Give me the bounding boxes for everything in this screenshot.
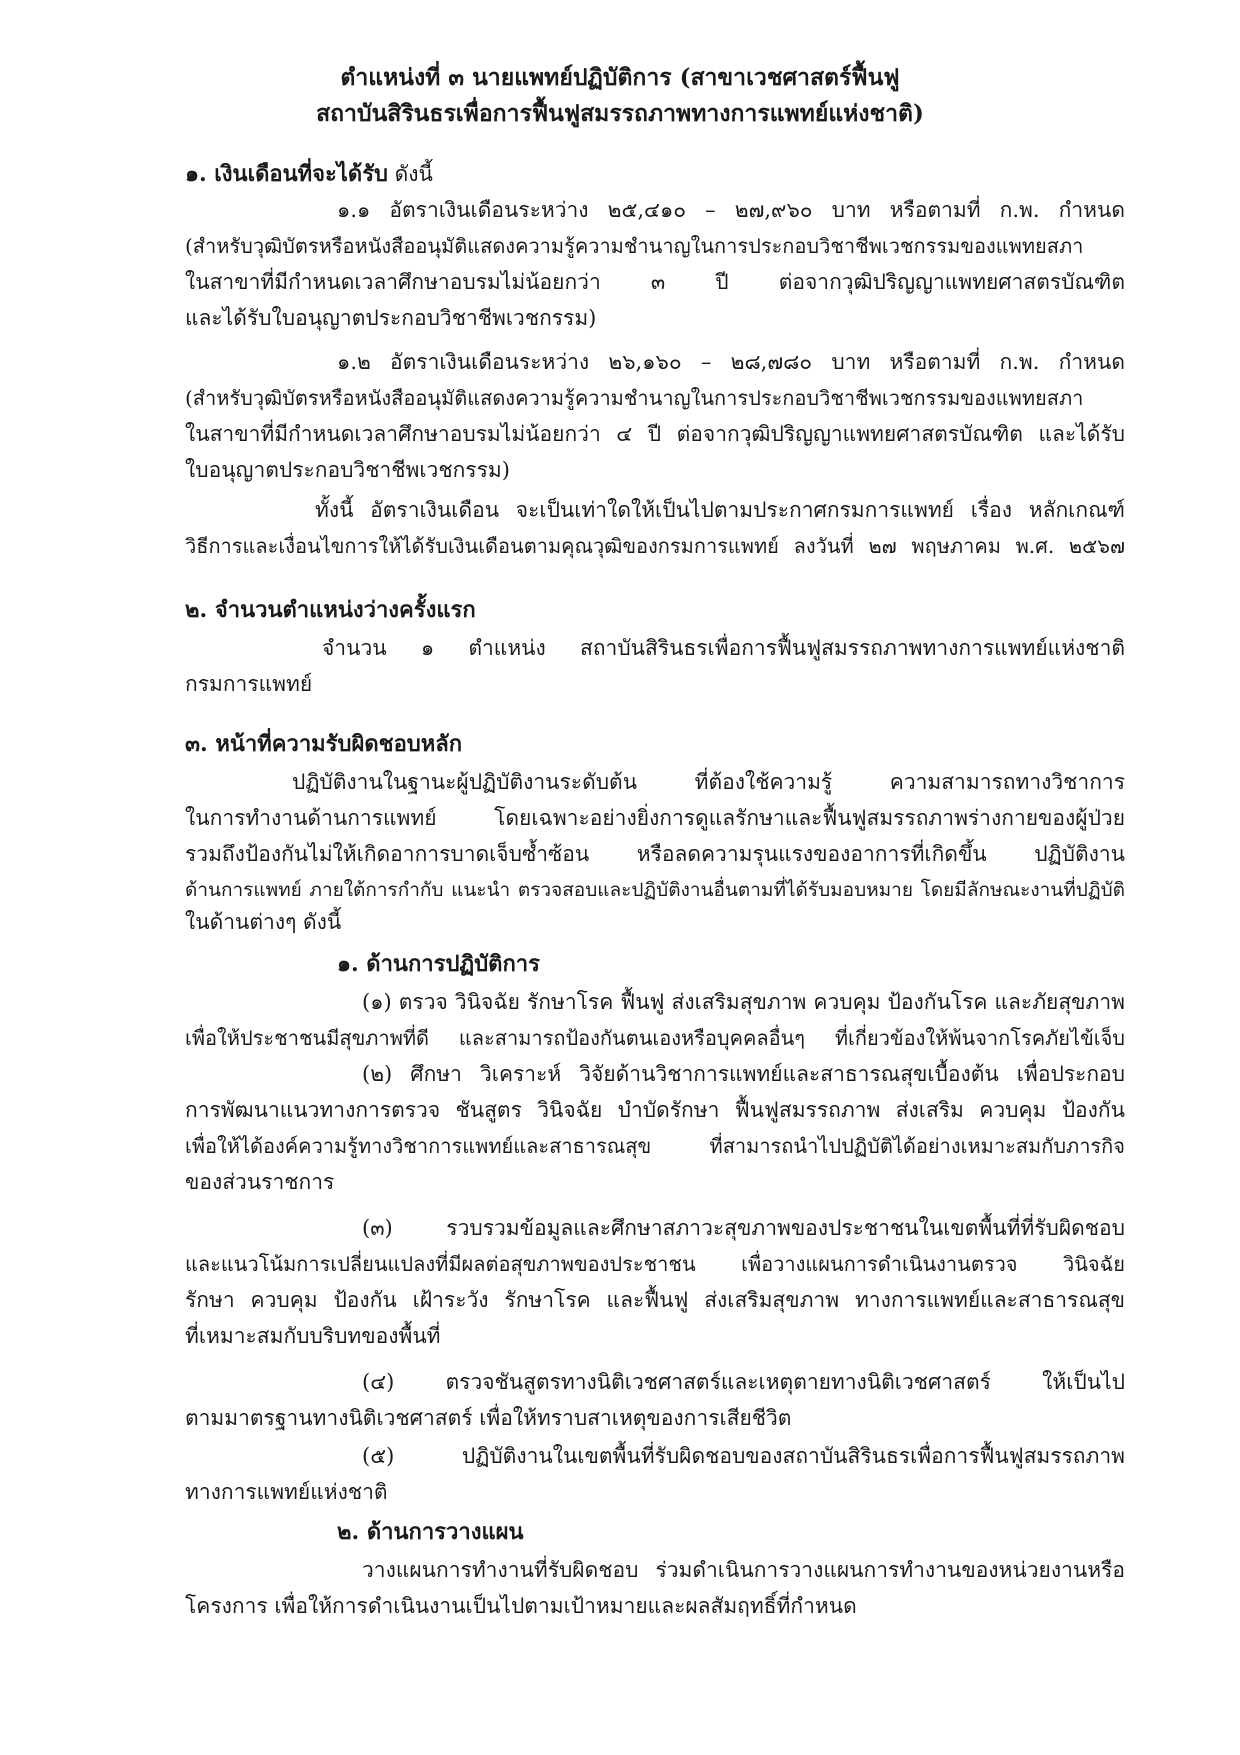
operations-item-2-line-4: ของส่วนราชการ: [185, 1170, 335, 1194]
salary-rate-1-2: ๑.๒ อัตราเงินเดือนระหว่าง ๒๖,๑๖๐ – ๒๘,๗๘๐ บาท หรือตามที่ ก.พ. กำหนด: [337, 350, 1125, 374]
duties-intro-line-2: ในการทำงานด้านการแพทย์ โดยเฉพาะอย่างยิ่งการดูแลรักษาและฟื้นฟูสมรรถภาพร่างกายของผู้ป่วย: [185, 806, 1125, 830]
vacancy-count-line-2: กรมการแพทย์: [185, 672, 313, 696]
operations-item-3-line-1: (๓) รวบรวมข้อมูลและศึกษาสภาวะสุขภาพของประชาชนในเขตพื้นที่ที่รับผิดชอบ: [362, 1216, 1125, 1240]
subsection-operations-heading: ๑. ด้านการปฏิบัติการ: [337, 951, 540, 977]
salary-rate-1-1: ๑.๑ อัตราเงินเดือนระหว่าง ๒๕,๔๑๐ – ๒๗,๙๖๐ บาท หรือตามที่ ก.พ. กำหนด: [337, 198, 1125, 222]
operations-item-4-line-1: (๔) ตรวจชันสูตรทางนิติเวชศาสตร์และเหตุตายทางนิติเวชศาสตร์ ให้เป็นไป: [362, 1370, 1125, 1394]
operations-item-3-line-3: รักษา ควบคุม ป้องกัน เฝ้าระวัง รักษาโรค และฟื้นฟู ส่งเสริมสุขภาพ ทางการแพทย์และสาธารณสุข: [185, 1288, 1125, 1312]
salary-rate-1-1-line-4: และได้รับใบอนุญาตประกอบวิชาชีพเวชกรรม): [185, 306, 597, 330]
salary-note-line-2: วิธีการและเงื่อนไขการให้ได้รับเงินเดือนตามคุณวุฒิของกรมการแพทย์ ลงวันที่ ๒๗ พฤษภาคม พ.ศ. ๒๕๖๗: [185, 534, 1125, 558]
salary-note-line-1: ทั้งนี้ อัตราเงินเดือน จะเป็นเท่าใดให้เป็นไปตามประกาศกรมการแพทย์ เรื่อง หลักเกณฑ์: [315, 498, 1125, 522]
operations-item-3-line-2: และแนวโน้มการเปลี่ยนแปลงที่มีผลต่อสุขภาพของประชาชน เพื่อวางแผนการดำเนินงานตรวจ วินิจฉัย: [185, 1252, 1125, 1276]
operations-item-5-line-1: (๕) ปฏิบัติงานในเขตพื้นที่รับผิดชอบของสถาบันสิรินธรเพื่อการฟื้นฟูสมรรถภาพ: [362, 1444, 1125, 1468]
duties-intro-line-5: ในด้านต่างๆ ดังนี้: [185, 910, 342, 934]
duties-intro-line-4: ด้านการแพทย์ ภายใต้การกำกับ แนะนำ ตรวจสอบและปฏิบัติงานอื่นตามที่ได้รับมอบหมาย โดยมีลักษณะงานที่ปฏิบัติ: [185, 879, 1125, 901]
document-title-line-2: สถาบันสิรินธรเพื่อการฟื้นฟูสมรรถภาพทางการแพทย์แห่งชาติ): [316, 100, 924, 127]
operations-item-2-line-2: การพัฒนาแนวทางการตรวจ ชันสูตร วินิจฉัย บำบัดรักษา ฟื้นฟูสมรรถภาพ ส่งเสริม ควบคุม ป้องกัน: [185, 1098, 1125, 1122]
vacancy-count-line-1: จำนวน ๑ ตำแหน่ง สถาบันสิรินธรเพื่อการฟื้นฟูสมรรถภาพทางการแพทย์แห่งชาติ: [322, 636, 1125, 660]
document-title-line-1: ตำแหน่งที่ ๓ นายแพทย์ปฏิบัติการ (สาขาเวชศาสตร์ฟื้นฟู: [340, 64, 900, 91]
salary-rate-1-2-line-4: ใบอนุญาตประกอบวิชาชีพเวชกรรม): [185, 458, 510, 482]
section-3-heading: ๓. หน้าที่ความรับผิดชอบหลัก: [185, 731, 463, 757]
section-1-heading-rest: ดังนี้: [387, 162, 433, 186]
subsection-planning-heading: ๒. ด้านการวางแผน: [337, 1519, 524, 1545]
section-2-heading: ๒. จำนวนตำแหน่งว่างครั้งแรก: [185, 597, 476, 623]
operations-item-5-line-2: ทางการแพทย์แห่งชาติ: [185, 1480, 388, 1504]
operations-item-1-line-2: เพื่อให้ประชาชนมีสุขภาพที่ดี และสามารถป้องกันตนเองหรือบุคคลอื่นๆ ที่เกี่ยวข้องให้พ้นจากโรคภัยไข้เจ็บ: [185, 1026, 1125, 1050]
operations-item-1-line-1: (๑) ตรวจ วินิจฉัย รักษาโรค ฟื้นฟู ส่งเสริมสุขภาพ ควบคุม ป้องกันโรค และภัยสุขภาพ: [362, 990, 1125, 1014]
salary-rate-1-1-line-2: (สำหรับวุฒิบัตรหรือหนังสืออนุมัติแสดงความรู้ความชำนาญในการประกอบวิชาชีพเวชกรรมของแพทยสภา: [185, 234, 1084, 258]
salary-rate-1-2-line-2: (สำหรับวุฒิบัตรหรือหนังสืออนุมัติแสดงความรู้ความชำนาญในการประกอบวิชาชีพเวชกรรมของแพทยสภา: [185, 386, 1084, 410]
duties-intro-line-3: รวมถึงป้องกันไม่ให้เกิดอาการบาดเจ็บซ้ำซ้อน หรือลดความรุนแรงของอาการที่เกิดขึ้น ปฏิบัติงาน: [185, 842, 1125, 866]
salary-rate-1-1-line-3: ในสาขาที่มีกำหนดเวลาศึกษาอบรมไม่น้อยกว่า ๓ ปี ต่อจากวุฒิปริญญาแพทยศาสตรบัณฑิต: [185, 270, 1125, 294]
operations-item-2-line-3: เพื่อให้ได้องค์ความรู้ทางวิชาการแพทย์และสาธารณสุข ที่สามารถนำไปปฏิบัติได้อย่างเหมาะสมกับภารกิจ: [185, 1134, 1125, 1158]
operations-item-3-line-4: ที่เหมาะสมกับบริบทของพื้นที่: [185, 1324, 441, 1348]
salary-rate-1-2-line-3: ในสาขาที่มีกำหนดเวลาศึกษาอบรมไม่น้อยกว่า ๔ ปี ต่อจากวุฒิปริญญาแพทยศาสตรบัณฑิต และได้รับ: [185, 422, 1125, 446]
section-1-heading: [185, 158, 433, 190]
operations-item-2-line-1: (๒) ศึกษา วิเคราะห์ วิจัยด้านวิชาการแพทย์และสาธารณสุขเบื้องต้น เพื่อประกอบ: [362, 1062, 1125, 1086]
planning-line-2: โครงการ เพื่อให้การดำเนินงานเป็นไปตามเป้าหมายและผลสัมฤทธิ์ที่กำหนด: [185, 1594, 857, 1618]
operations-item-4-line-2: ตามมาตรฐานทางนิติเวชศาสตร์ เพื่อให้ทราบสาเหตุของการเสียชีวิต: [185, 1406, 792, 1430]
section-1-heading-bold: ๑. เงินเดือนที่จะได้รับ: [185, 161, 388, 187]
duties-intro-line-1: ปฏิบัติงานในฐานะผู้ปฏิบัติงานระดับต้น ที่ต้องใช้ความรู้ ความสามารถทางวิชาการ: [292, 770, 1125, 794]
planning-line-1: วางแผนการทำงานที่รับผิดชอบ ร่วมดำเนินการวางแผนการทำงานของหน่วยงานหรือ: [362, 1558, 1125, 1582]
